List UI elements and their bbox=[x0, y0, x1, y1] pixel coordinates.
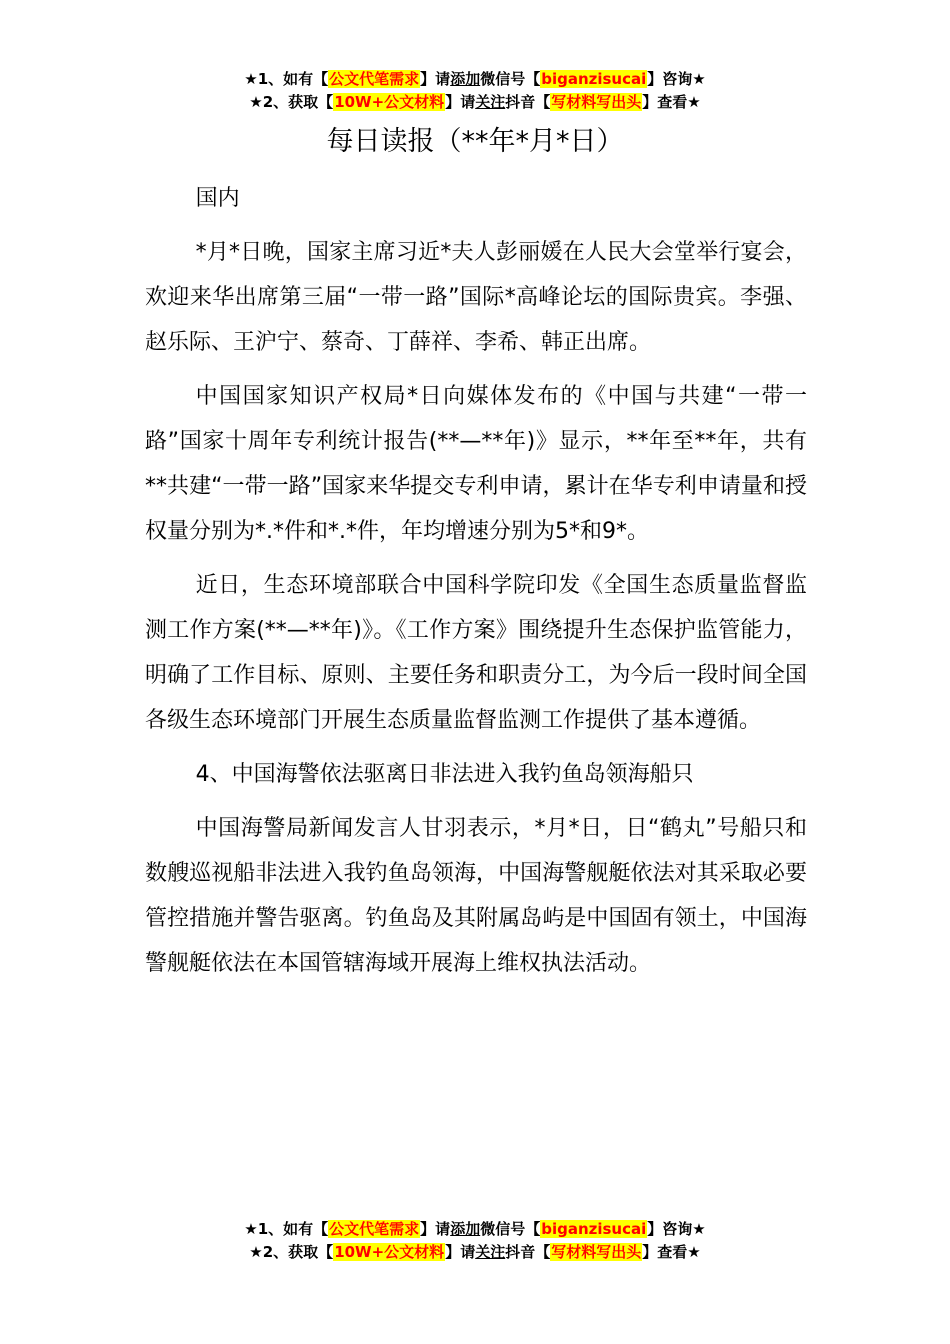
star-icon: ★ bbox=[244, 1220, 258, 1238]
promo-highlight: biganzisucai bbox=[541, 1220, 647, 1238]
promo-text: 】请 bbox=[445, 93, 476, 111]
promo-underline: 关注 bbox=[475, 1243, 506, 1261]
promo-line-1 bbox=[0, 1218, 950, 1241]
star-icon: ★ bbox=[244, 70, 258, 88]
promo-underline: 关注 bbox=[475, 93, 506, 111]
promo-text: 抖音【 bbox=[505, 1243, 551, 1261]
promo-text: 抖音【 bbox=[505, 93, 551, 111]
promo-highlight: 10W+公文材料 bbox=[334, 1243, 445, 1261]
star-icon: ★ bbox=[249, 1243, 263, 1261]
promo-underline: 添加 bbox=[450, 70, 481, 88]
promo-text: 】请 bbox=[445, 1243, 476, 1261]
promo-highlight: 公文代笔需求 bbox=[329, 1220, 420, 1238]
promo-line-2 bbox=[0, 1241, 950, 1264]
news-paragraph: 近日，生态环境部联合中国科学院印发《全国生态质量监督监测工作方案(**—**年)》。《工作方案》围绕提升生态保护监管能力，明确了工作目标、原则、主要任务和职责分工，为今后一段时间全国各级生态环境部门开展生态质量监督监测工作提供了基本遵循。 bbox=[145, 573, 807, 733]
promo-text: 】咨询★ bbox=[647, 70, 706, 88]
footer-promo-banner bbox=[0, 1218, 950, 1264]
document-title: 每日读报（**年*月*日） bbox=[326, 126, 624, 157]
promo-text: 微信号【 bbox=[480, 70, 541, 88]
promo-text: 1、如有【 bbox=[257, 1220, 329, 1238]
promo-text: 】查看★ bbox=[642, 1243, 701, 1261]
star-icon: ★ bbox=[249, 93, 263, 111]
promo-text: 2、获取【 bbox=[262, 1243, 334, 1261]
document-body bbox=[145, 176, 807, 995]
promo-underline: 添加 bbox=[450, 1220, 481, 1238]
promo-text: 1、如有【 bbox=[257, 70, 329, 88]
promo-text: 2、获取【 bbox=[262, 93, 334, 111]
promo-text: 】查看★ bbox=[642, 93, 701, 111]
promo-highlight: 写材料写出头 bbox=[551, 1243, 642, 1261]
promo-text: 】请 bbox=[420, 1220, 451, 1238]
promo-text: 】请 bbox=[420, 70, 451, 88]
promo-highlight: biganzisucai bbox=[541, 70, 647, 88]
news-subheading: 4、中国海警依法驱离日非法进入我钓鱼岛领海船只 bbox=[195, 762, 694, 787]
promo-text: 微信号【 bbox=[480, 1220, 541, 1238]
news-paragraph: 中国国家知识产权局*日向媒体发布的《中国与共建“一带一路”国家十周年专利统计报告(**—**年)》显示，**年至**年，共有**共建“一带一路”国家来华提交专利申请，累计在华专利申请量和授权量分别为*.*件和*.*件，年均增速分别为5*和9*。 bbox=[145, 384, 807, 544]
news-paragraph: *月*日晚，国家主席习近*夫人彭丽媛在人民大会堂举行宴会，欢迎来华出席第三届“一带一路”国际*高峰论坛的国际贵宾。李强、赵乐际、王沪宁、蔡奇、丁薛祥、李希、韩正出席。 bbox=[145, 240, 807, 355]
section-heading: 国内 bbox=[195, 186, 240, 211]
header-promo-banner bbox=[0, 68, 950, 114]
promo-line-1 bbox=[0, 68, 950, 91]
promo-highlight: 写材料写出头 bbox=[551, 93, 642, 111]
promo-highlight: 10W+公文材料 bbox=[334, 93, 445, 111]
promo-line-2 bbox=[0, 91, 950, 114]
news-paragraph: 中国海警局新闻发言人甘羽表示，*月*日，日“鹤丸”号船只和数艘巡视船非法进入我钓鱼岛领海，中国海警舰艇依法对其采取必要管控措施并警告驱离。钓鱼岛及其附属岛屿是中国固有领土，中国海警舰艇依法在本国管辖海域开展海上维权执法活动。 bbox=[145, 816, 807, 976]
promo-highlight: 公文代笔需求 bbox=[329, 70, 420, 88]
promo-text: 】咨询★ bbox=[647, 1220, 706, 1238]
